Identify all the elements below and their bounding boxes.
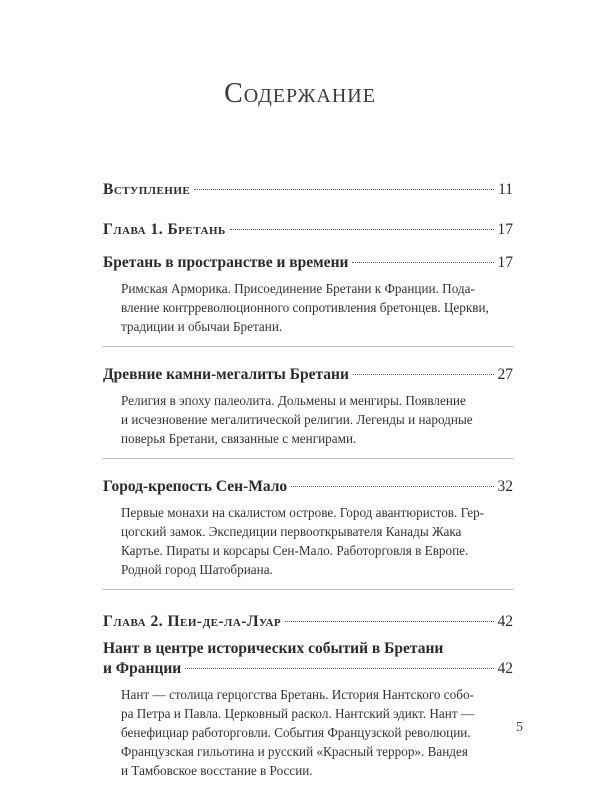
desc-line: ра Петра и Павла. Церковный раскол. Нантский эдикт. Нант — (121, 706, 475, 721)
toc-entry-page: 42 (497, 613, 513, 630)
desc-line: вление контрреволюционного сопротивления бретонцев. Церкви, (121, 300, 489, 315)
dot-leader (185, 667, 493, 669)
section-description (121, 391, 513, 448)
toc-section-4 (103, 638, 513, 790)
toc-section-2 (103, 365, 513, 459)
desc-line: Французская гильотина и русский «Красный террор». Вандея (121, 744, 468, 759)
section-description (121, 503, 513, 579)
toc-entry-page: 11 (498, 181, 513, 198)
toc-entry-label: Глава 2. Пеи-де-ла-Луар (103, 613, 282, 630)
section-description (121, 685, 513, 780)
toc-entry-label-line1[interactable]: Нант в центре исторических событий в Бретани (103, 640, 444, 657)
toc-section-1 (103, 253, 513, 347)
toc-entry-label: Древние камни-мегалиты Бретани (103, 366, 349, 383)
toc-entry-page: 17 (497, 254, 513, 271)
toc-entry-intro[interactable] (103, 180, 513, 200)
desc-line: Первые монахи на скалистом острове. Город авантюристов. Гер- (121, 505, 485, 520)
desc-line: Картье. Пираты и корсары Сен-Мало. Работорговля в Европе. (121, 543, 469, 558)
desc-line: Родной город Шатобриана. (121, 562, 273, 577)
page-number: 5 (516, 720, 523, 735)
desc-line: Религия в эпоху палеолита. Дольмены и менгиры. Появление (121, 393, 466, 408)
toc-entry-label: Глава 1. Бретань (103, 221, 226, 238)
desc-line: традиции и обычаи Бретани. (121, 319, 283, 334)
toc-section-3 (103, 477, 513, 590)
page-title: Содержание (224, 78, 376, 109)
toc-entry-page: 27 (497, 366, 513, 383)
desc-line: и Тамбовское восстание в России. (121, 763, 313, 778)
toc-chapter-1[interactable] (103, 220, 513, 240)
toc-entry-label: Город-крепость Сен-Мало (103, 478, 288, 495)
toc-entry-page: 32 (497, 478, 513, 495)
desc-line: поверья Бретани, связанные с менгирами. (121, 431, 357, 446)
toc-entry-label: Бретань в пространстве и времени (103, 254, 349, 271)
dot-leader (194, 188, 494, 190)
table-of-contents (103, 180, 513, 790)
dot-leader (353, 373, 494, 375)
desc-line: и исчезновение мегалитической религии. Легенды и народные (121, 412, 473, 427)
desc-line: бенефициар работорговли. События Французской революции. (121, 725, 471, 740)
toc-entry-s2[interactable] (103, 365, 513, 385)
dot-leader (291, 485, 493, 487)
toc-chapter-2[interactable] (103, 612, 513, 632)
toc-entry-page: 42 (497, 660, 513, 677)
dot-leader (352, 261, 493, 263)
section-description (121, 279, 513, 336)
dot-leader (230, 228, 494, 230)
dot-leader (285, 620, 493, 622)
toc-entry-s4[interactable] (103, 659, 513, 679)
desc-line: цогский замок. Экспедиции первооткрывателя Канады Жака (121, 524, 462, 539)
toc-entry-s1[interactable] (103, 253, 513, 273)
desc-line: Римская Арморика. Присоединение Бретани к Франции. Пода- (121, 281, 475, 296)
toc-entry-label: Вступление (103, 181, 191, 198)
desc-line: Нант — столица герцогства Бретань. История Нантского собо- (121, 687, 474, 702)
toc-entry-page: 17 (497, 221, 513, 238)
toc-entry-label: и Франции (103, 660, 182, 677)
toc-entry-s3[interactable] (103, 477, 513, 497)
